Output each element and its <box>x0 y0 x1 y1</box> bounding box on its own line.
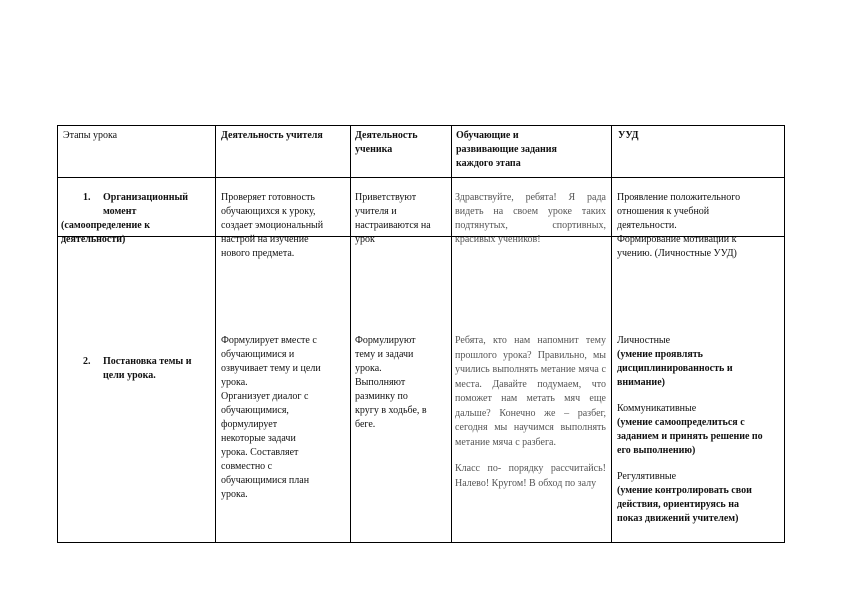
uud-personal-desc: дисциплинированность и <box>617 363 733 374</box>
header-uud-text: УУД <box>618 130 639 141</box>
stage-title-line: Организационный <box>103 192 189 203</box>
cell-line: настрой на изучение <box>221 234 309 245</box>
header-stages <box>63 129 117 143</box>
row1-stage <box>61 191 213 247</box>
uud-personal-desc: внимание) <box>617 377 665 388</box>
uud-comm-desc: заданием и принять решение по <box>617 431 763 442</box>
stage-title-line: Постановка темы и <box>103 356 192 367</box>
cell-line: обучающихся к уроку, <box>221 206 316 217</box>
cell-line: Формулирует вместе с <box>221 335 317 346</box>
uud-personal-desc: (умение проявлять <box>617 349 703 360</box>
uud-reg-desc: (умение контролировать свои <box>617 485 752 496</box>
column-divider <box>215 126 216 542</box>
cell-line: Приветствуют <box>355 192 417 203</box>
stage-title-line: цели урока. <box>103 370 156 381</box>
cell-line: Проявление положительного <box>617 192 741 203</box>
cell-line: беге. <box>355 419 376 430</box>
row2-uud <box>617 334 782 526</box>
cell-line: Организует диалог с <box>221 391 309 402</box>
cell-line: некоторые задачи <box>221 433 296 444</box>
header-tasks <box>456 129 557 171</box>
stage-number: 1. <box>83 192 91 203</box>
header-teacher-text: Деятельность учителя <box>221 130 323 141</box>
cell-line: учению. (Личностные УУД) <box>617 248 737 259</box>
cell-line: Проверяет готовность <box>221 192 315 203</box>
cell-line: тему и задачи <box>355 349 414 360</box>
row1-teacher <box>221 191 347 261</box>
cell-line: урока. <box>221 377 248 388</box>
row1-uud <box>617 191 782 261</box>
cell-line: Формирование мотивации к <box>617 234 737 245</box>
header-line: каждого этапа <box>456 158 521 169</box>
cell-line: совместно с <box>221 461 273 472</box>
cell-line: разминку по <box>355 391 408 402</box>
cell-line: Формулируют <box>355 335 416 346</box>
row-divider <box>58 177 784 178</box>
row2-stage <box>61 355 213 383</box>
cell-line: отношения к учебной <box>617 206 710 217</box>
stage-sub-line: деятельности) <box>61 234 126 245</box>
header-line: Деятельность <box>355 130 418 141</box>
cell-line: кругу в ходьбе, в <box>355 405 427 416</box>
uud-comm-desc: (умение самоопределиться с <box>617 417 745 428</box>
cell-line: озвучивает тему и цели <box>221 363 321 374</box>
row1-student <box>355 191 449 247</box>
header-line: развивающие задания <box>456 144 557 155</box>
cell-line: учителя и <box>355 206 397 217</box>
stage-number: 2. <box>83 356 91 367</box>
cell-line: урока. Составляет <box>221 447 299 458</box>
cell-line: Выполняют <box>355 377 406 388</box>
row2-tasks <box>455 334 606 542</box>
column-divider <box>350 126 351 542</box>
header-line: Обучающие и <box>456 130 519 141</box>
cell-line: настраиваются на <box>355 220 431 231</box>
stage-sub-line: (самоопределение к <box>61 220 150 231</box>
header-teacher <box>221 129 323 143</box>
column-divider <box>611 126 612 542</box>
cell-line: урока. <box>221 489 248 500</box>
stage-title <box>61 355 213 369</box>
cell-line: формулирует <box>221 419 278 430</box>
cell-line: обучающимися, <box>221 405 289 416</box>
row1-tasks <box>455 191 606 247</box>
column-divider <box>451 126 452 542</box>
header-student <box>355 129 418 157</box>
uud-reg-desc: действия, ориентируясь на <box>617 499 739 510</box>
uud-comm-desc: его выполнению) <box>617 445 696 456</box>
stage-title <box>61 191 213 205</box>
tasks-paragraph: Ребята, кто нам напомнит тему прошлого урока? Правильно, мы учились выполнять метание мяча с места. Давайте подумаем, что поможет нам метать мяч еще дальше? Конечно же – разбег, сегодня мы научимся выполнять метание мяча с разбега. <box>455 335 606 448</box>
uud-personal-title: Личностные <box>617 335 671 346</box>
lesson-plan-table <box>57 125 785 543</box>
cell-line: создает эмоциональный <box>221 220 324 231</box>
uud-reg-desc: показ движений учителем) <box>617 513 739 524</box>
header-line: ученика <box>355 144 393 155</box>
cell-line: нового предмета. <box>221 248 295 259</box>
cell-line: обучающимися и <box>221 349 295 360</box>
uud-comm-title: Коммуникативные <box>617 403 697 414</box>
header-stages-text: Этапы урока <box>63 130 118 141</box>
tasks-paragraph: Здравствуйте, ребята! Я рада видеть на своем уроке таких подтянутых, спортивных, красивых учеников! <box>455 192 606 245</box>
cell-line: обучающимися план <box>221 475 310 486</box>
header-uud <box>618 129 639 143</box>
stage-title-line: момент <box>103 206 137 217</box>
row2-teacher <box>221 334 347 502</box>
uud-reg-title: Регулятивные <box>617 471 677 482</box>
cell-line: деятельности. <box>617 220 677 231</box>
tasks-paragraph: Класс по- порядку рассчитайсь! Налево! Кругом! В обход по залу <box>455 463 606 489</box>
cell-line: урока. <box>355 363 382 374</box>
cell-line: урок <box>355 234 375 245</box>
row2-student <box>355 334 449 432</box>
